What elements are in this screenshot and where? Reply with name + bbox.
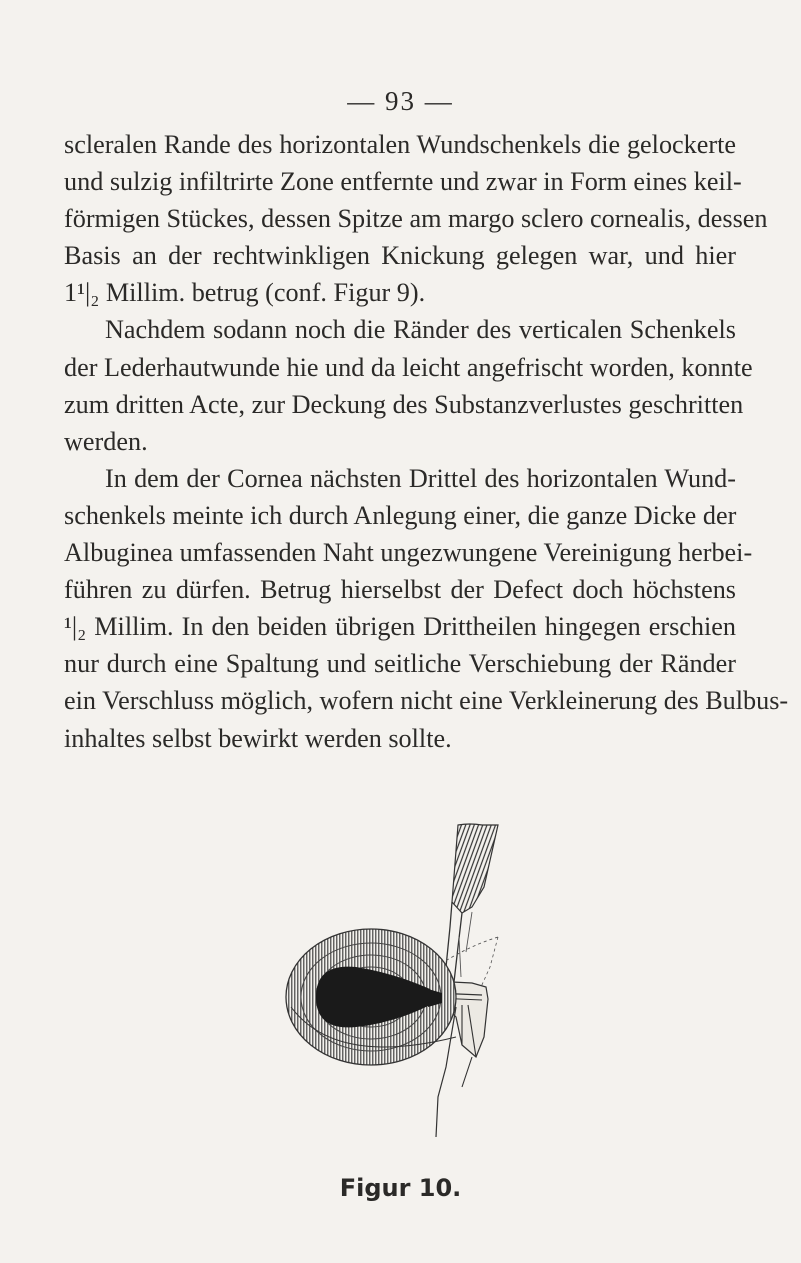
text-line: In dem der Cornea nächsten Drittel des horizontalen Wund- (105, 463, 736, 493)
text-line: inhaltes selbst bewirkt werden sollte. (64, 723, 452, 753)
text-line: Basis an der rechtwinkligen Knickung gelegen war, und hier (64, 241, 736, 271)
upper-wedge-drawing (446, 824, 498, 982)
text-line: ein Verschluss möglich, wofern nicht eine Verkleinerung des Bulbus- (64, 686, 789, 716)
text-line: nur durch eine Spaltung und seitliche Verschiebung der Ränder (64, 649, 736, 679)
text-line: der Lederhautwunde hie und da leicht angefrischt worden, konnte (64, 352, 753, 382)
text-line: werden. (64, 426, 148, 456)
text-line: förmigen Stückes, dessen Spitze am margo sclero cornealis, dessen (64, 204, 768, 234)
text-line: zum dritten Acte, zur Deckung des Substanzverlustes geschritten (64, 389, 744, 419)
text-line: scleralen Rande des horizontalen Wundschenkels die gelockerte (64, 130, 736, 159)
page-number: — 93 — (347, 86, 454, 116)
text-line: führen zu dürfen. Betrug hierselbst der Defect doch höchstens (64, 575, 736, 605)
figure-10-illustration (276, 817, 536, 1217)
body-text (64, 126, 789, 757)
figure-caption: Figur 10. (339, 1174, 462, 1202)
text-line: Nachdem sodann noch die Ränder des verticalen Schenkels (105, 315, 736, 345)
text-line: ¹|₂ Millim. In den beiden übrigen Drittheilen hingegen erschien (64, 612, 736, 642)
text-line: 1¹|₂ Millim. betrug (conf. Figur 9). (64, 278, 426, 308)
text-line: Albuginea umfassenden Naht ungezwungene Vereinigung herbei- (64, 538, 753, 568)
text-line: und sulzig infiltrirte Zone entfernte und zwar in Form eines keil- (64, 167, 742, 197)
text-line: schenkels meinte ich durch Anlegung einer, die ganze Dicke der (64, 500, 737, 530)
bulbus-cross-section-drawing (286, 929, 456, 1065)
